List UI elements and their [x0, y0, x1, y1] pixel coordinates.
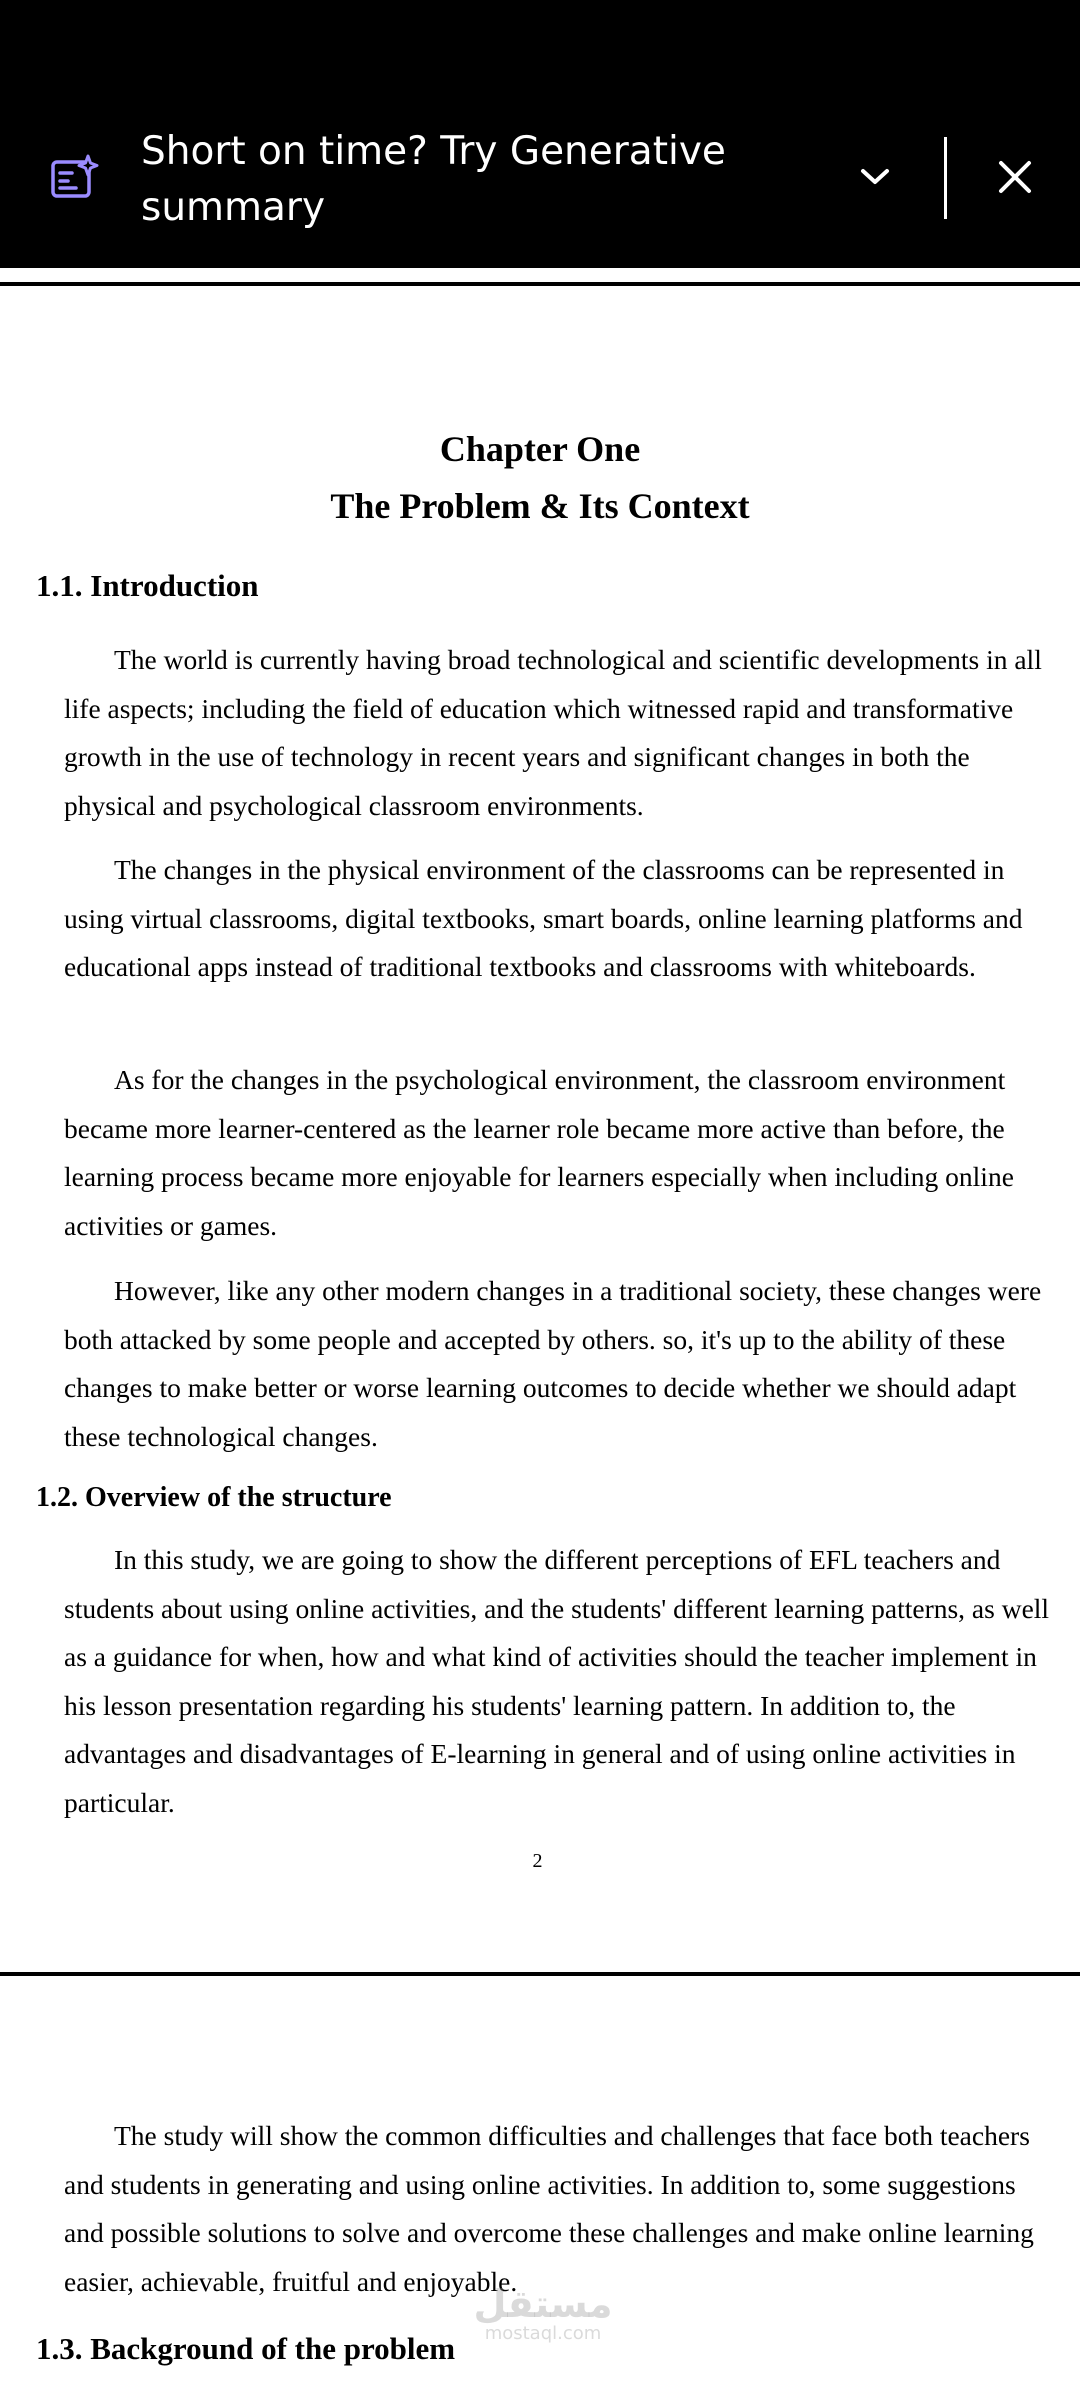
chapter-title: The Problem & Its Context	[330, 486, 750, 526]
watermark-arabic: مستقل	[473, 2282, 613, 2326]
banner-spacer	[0, 268, 1080, 282]
page-number: 2	[532, 1850, 543, 1872]
paragraph: As for the changes in the psychological environment, the classroom environment became more learner-centered as the learner role became more active than before, the learning process became more enjoyable for learners especially when including online activities or games.	[64, 1064, 1014, 1241]
page-separator	[0, 1972, 1080, 1976]
paragraph: The changes in the physical environment of the classrooms can be represented in using virtual classrooms, digital textbooks, smart boards, online learning platforms and educational apps instead of traditional textbooks and classrooms with whiteboards.	[64, 854, 1023, 982]
banner-title[interactable]: Short on time? Try Generative summary	[141, 129, 726, 230]
close-icon[interactable]	[998, 160, 1032, 194]
paragraph: However, like any other modern changes in a traditional society, these changes were both attacked by some people and accepted by others. so, it's up to the ability of these changes to make better or worse learning outcomes to decide whether we should adapt these technological changes.	[64, 1275, 1042, 1452]
banner-divider	[944, 137, 947, 219]
paragraph: The study will show the common difficulties and challenges that face both teachers and students in generating and using online activities. In addition to, some suggestions and possible solutions to solve and overcome these challenges and make online learning easier, achievable, fruitful and enjoyable.	[64, 2120, 1034, 2297]
section-heading-overview: 1.2. Overview of the structure	[36, 1482, 392, 1513]
generative-summary-banner	[0, 0, 1080, 268]
page-top-border	[0, 282, 1080, 286]
chapter-heading: Chapter One	[439, 429, 641, 469]
paragraph: In this study, we are going to show the different perceptions of EFL teachers and students about using online activities, and the students' different learning patterns, as well as a guidance for when, how and what kind of activities should the teacher implement in his lesson presentation regarding his students' learning pattern. In addition to, the advantages and disadvantages of E-learning in general and of using online activities in particular.	[64, 1544, 1050, 1818]
section-heading-introduction: 1.1. Introduction	[36, 568, 259, 603]
generative-summary-icon	[50, 154, 100, 200]
section-heading-background: 1.3. Background of the problem	[36, 2331, 456, 2366]
paragraph: The world is currently having broad technological and scientific developments in all life aspects; including the field of education which witnessed rapid and transformative growth in the use of technology in recent years and significant changes in both the physical and psychological classroom environments.	[64, 644, 1042, 821]
watermark-latin: mostaql.com	[484, 2323, 602, 2344]
mostaql-watermark	[468, 2284, 618, 2344]
chevron-down-icon[interactable]	[858, 164, 892, 188]
